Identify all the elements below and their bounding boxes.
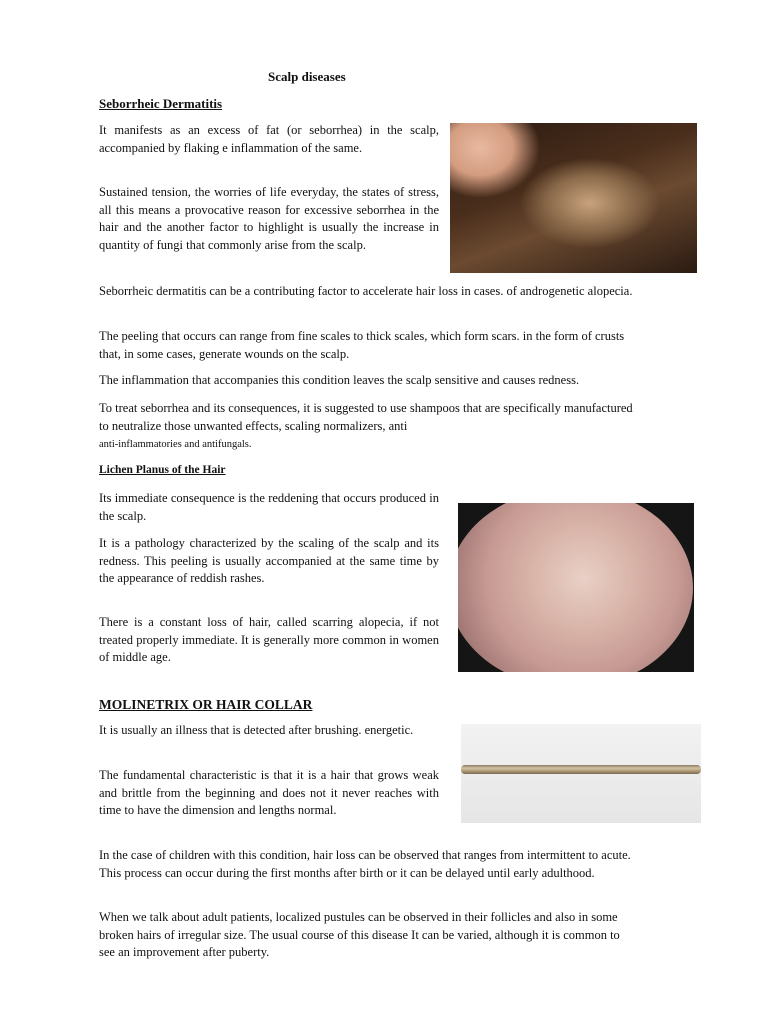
section-heading-seborrheic-dermatitis: Seborrheic Dermatitis (99, 96, 223, 111)
paragraph: It manifests as an excess of fat (or seborrhea) in the scalp, accompanied by flaking e inflammation of the same. (99, 123, 439, 155)
paragraph-text: anti-inflammatories and antifungals. (99, 439, 252, 450)
paragraph: Sustained tension, the worries of life everyday, the states of stress, all this means a provocative reason for excessive seborrhea in the hair and the another factor to highlight is usually the increase in quantity of fungi that commonly arise from the scalp. (99, 185, 439, 252)
paragraph: When we talk about adult patients, localized pustules can be observed in their follicles and also in some broken hairs of irregular size. The usual course of this disease It can be varied, although it is common to see an improvement after puberty. (99, 910, 620, 959)
paragraph: The inflammation that accompanies this condition leaves the scalp sensitive and causes redness. (99, 373, 580, 387)
paragraph: In the case of children with this condition, hair loss can be observed that ranges from intermittent to acute. This process can occur during the first months after birth or it can be delayed until early adulthood. (99, 848, 631, 880)
page-title: Scalp diseases (268, 69, 346, 84)
section-heading-molinetrix: MOLINETRIX OR HAIR COLLAR (99, 697, 313, 712)
hair-strand-photo (461, 724, 701, 823)
paragraph (99, 400, 633, 454)
paragraph: It is usually an illness that is detected after brushing. energetic. (99, 723, 414, 737)
paragraph: There is a constant loss of hair, called scarring alopecia, if not treated properly immediate. It is generally more common in women of middle age. (99, 615, 439, 664)
paragraph-text: To treat seborrhea and its consequences, it is suggested to use shampoos that are specifically manufactured to neutralize those unwanted effects, scaling normalizers, anti (99, 401, 633, 433)
scalp-flaking-photo (450, 123, 697, 273)
paragraph: The fundamental characteristic is that it is a hair that grows weak and brittle from the beginning and does not it never reaches with time to have the dimension and lengths normal. (99, 768, 439, 817)
dermoscopy-scalp-photo (458, 503, 694, 672)
paragraph: Its immediate consequence is the reddening that occurs produced in the scalp. (99, 491, 439, 523)
paragraph: It is a pathology characterized by the scaling of the scalp and its redness. This peeling is usually accompanied at the same time by the appearance of reddish rashes. (99, 536, 439, 585)
paragraph: The peeling that occurs can range from fine scales to thick scales, which form scars. in the form of crusts that, in some cases, generate wounds on the scalp. (99, 329, 625, 361)
paragraph: Seborrheic dermatitis can be a contributing factor to accelerate hair loss in cases. of androgenetic alopecia. (99, 284, 633, 298)
section-heading-lichen-planus: Lichen Planus of the Hair (99, 464, 226, 476)
